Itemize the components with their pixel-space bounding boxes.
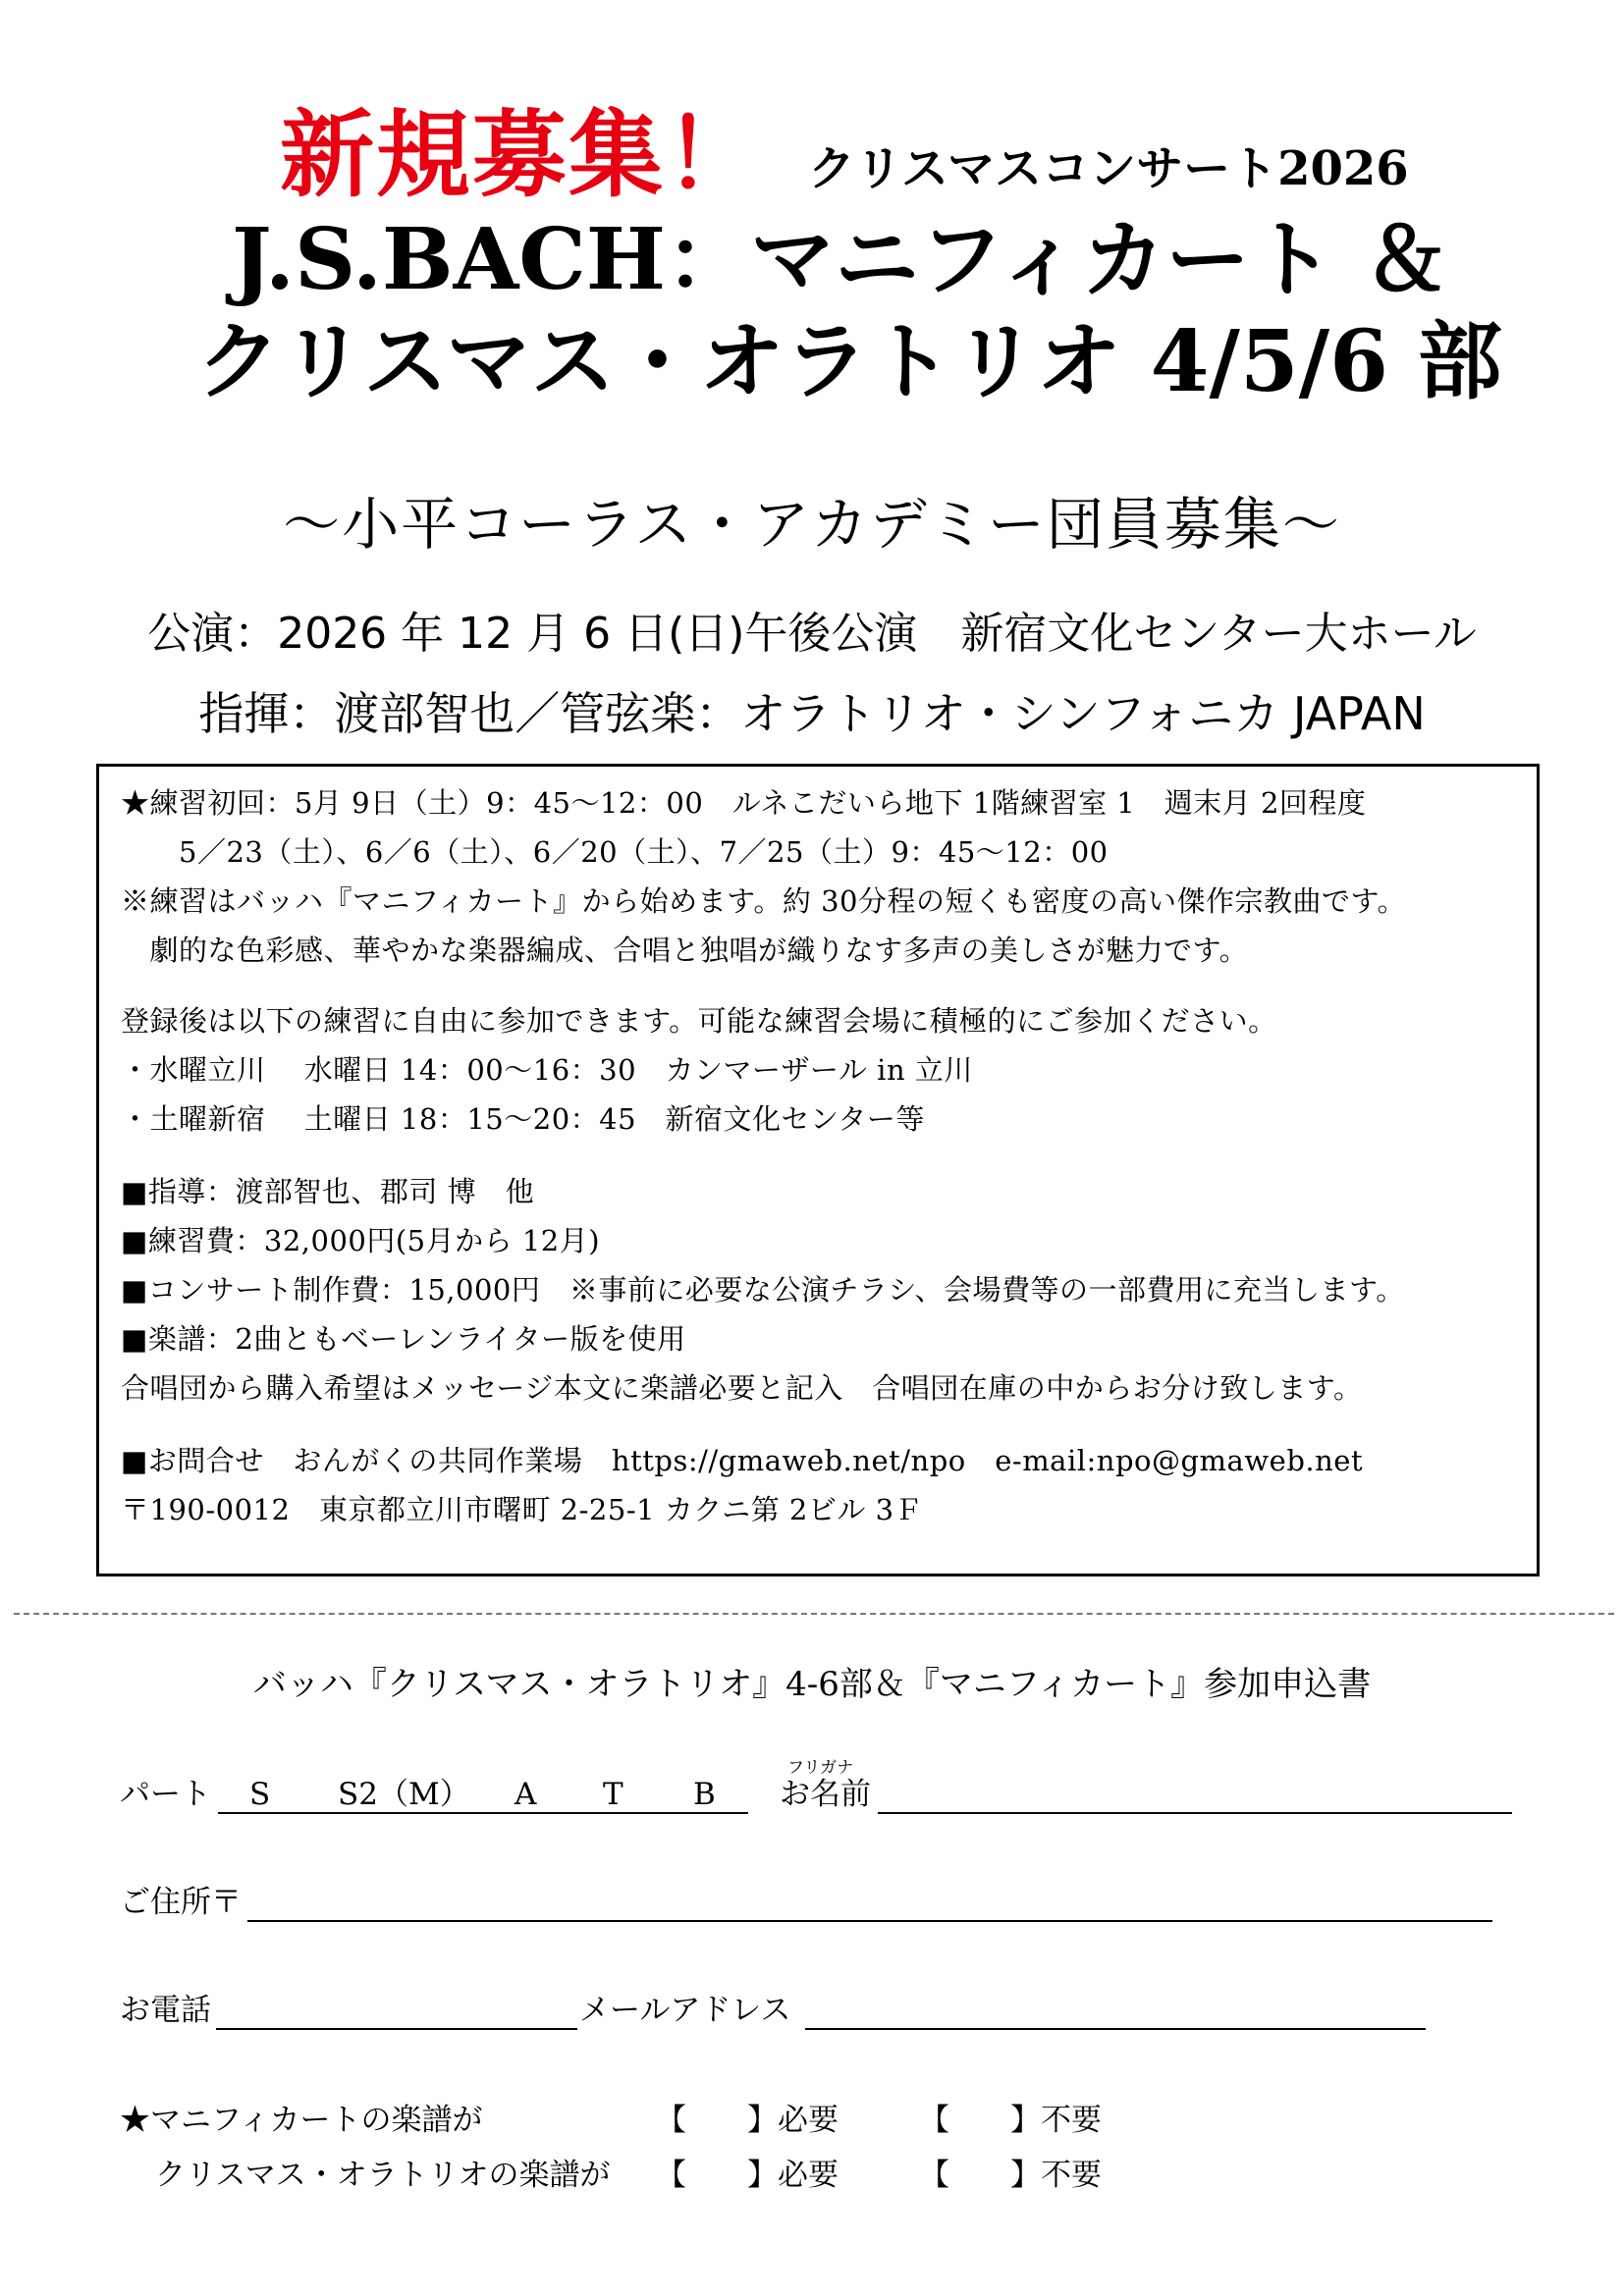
part-option-s2[interactable]: S2（M） [338, 1777, 470, 1812]
info-line-address: 〒190-0012 東京都立川市曙町 2-25-1 カクニ第 2ビル 3Ｆ [121, 1493, 924, 1526]
oratorio-needed-option[interactable]: 【 】必要 [656, 2158, 839, 2193]
phone-field[interactable] [216, 2028, 577, 2030]
info-line-saturday: ・土曜新宿 土曜日 18：15～20：45 新宿文化センター等 [121, 1102, 925, 1136]
oratorio-not-needed-option[interactable]: 【 】不要 [919, 2158, 1102, 2193]
info-line-contact: ■お問合せ おんがくの共同作業場 https://gmaweb.net/npo e-mail:npo@gmaweb.net [121, 1444, 1364, 1477]
info-line-magnificat-note: ※練習はバッハ『マニフィカート』から始めます。約 30分程の短くも密度の高い傑作宗教曲です。 [121, 884, 1407, 918]
info-line-fee: ■練習費：32,000円(5月から 12月) [121, 1224, 601, 1257]
title-line-1: J.S.BACH：マニフィカート ＆ [232, 210, 1449, 309]
oratorio-score-label: クリスマス・オラトリオの楽譜が [155, 2158, 611, 2193]
info-box [96, 764, 1540, 1576]
info-line-instructors: ■指導：渡部智也、郡司 博 他 [121, 1175, 535, 1208]
part-option-b[interactable]: B [693, 1777, 716, 1812]
performance-info: 公演：2026 年 12 月 6 日(日)午後公演 新宿文化センター大ホール [147, 609, 1477, 659]
info-line-score-purchase: 合唱団から購入希望はメッセージ本文に楽譜必要と記入 合唱団在庫の中からお分け致します。 [121, 1371, 1363, 1405]
name-field[interactable] [878, 1812, 1512, 1814]
recruit-subtitle: ～小平コーラス・アカデミー団員募集～ [283, 491, 1341, 558]
address-label: ご住所〒 [120, 1885, 242, 1920]
info-line-production-fee: ■コンサート制作費：15,000円 ※事前に必要な公演チラシ、会場費等の一部費用に充当します。 [121, 1273, 1405, 1307]
new-recruit-heading: 新規募集！ [280, 100, 761, 210]
cut-divider [14, 1613, 1614, 1615]
part-option-s[interactable]: S [249, 1777, 271, 1812]
magnificat-score-label: ★マニフィカートの楽譜が [120, 2103, 483, 2138]
email-label: メールアドレス [579, 1993, 791, 2028]
address-field[interactable] [247, 1920, 1492, 1922]
magnificat-not-needed-option[interactable]: 【 】不要 [919, 2103, 1102, 2138]
part-option-t[interactable]: T [603, 1777, 623, 1812]
info-line-first-rehearsal: ★練習初回：5月 9日（土）9：45～12：00 ルネこだいら地下 1階練習室 1 週末月 2回程度 [121, 786, 1367, 820]
info-line-magnificat-desc: 劇的な色彩感、華やかな楽器編成、合唱と独唱が織りなす多声の美しさが魅力です。 [121, 934, 1249, 967]
header-line [280, 84, 1409, 210]
magnificat-needed-option[interactable]: 【 】必要 [656, 2103, 839, 2138]
info-line-rehearsal-dates: 5／23（土）、6／6（土）、6／20（土）、7／25（土）9：45～12：00 [121, 835, 1109, 869]
conductor-info: 指揮：渡部智也／管弦楽：オラトリオ・シンフォニカ JAPAN [198, 687, 1426, 740]
title-line-2: クリスマス・オラトリオ 4/5/6 部 [196, 312, 1502, 411]
info-line-wednesday: ・水曜立川 水曜日 14：00～16：30 カンマーザール in 立川 [121, 1053, 973, 1087]
part-label: パート [120, 1777, 211, 1812]
info-line-registration: 登録後は以下の練習に自由に参加できます。可能な練習会場に積極的にご参加ください。 [121, 1004, 1277, 1038]
form-title: バッハ『クリスマス・オラトリオ』4-6部＆『マニフィカート』参加申込書 [252, 1665, 1372, 1704]
email-field[interactable] [805, 2028, 1426, 2030]
phone-label: お電話 [120, 1993, 211, 2028]
part-option-a[interactable]: A [514, 1777, 537, 1812]
concert-subtitle: クリスマスコンサート2026 [808, 141, 1409, 196]
part-underline [218, 1812, 748, 1814]
info-line-score: ■楽譜：2曲ともベーレンライター版を使用 [121, 1322, 686, 1356]
furigana-label: フリガナ [787, 1758, 854, 1778]
name-label: お名前 [780, 1777, 871, 1812]
